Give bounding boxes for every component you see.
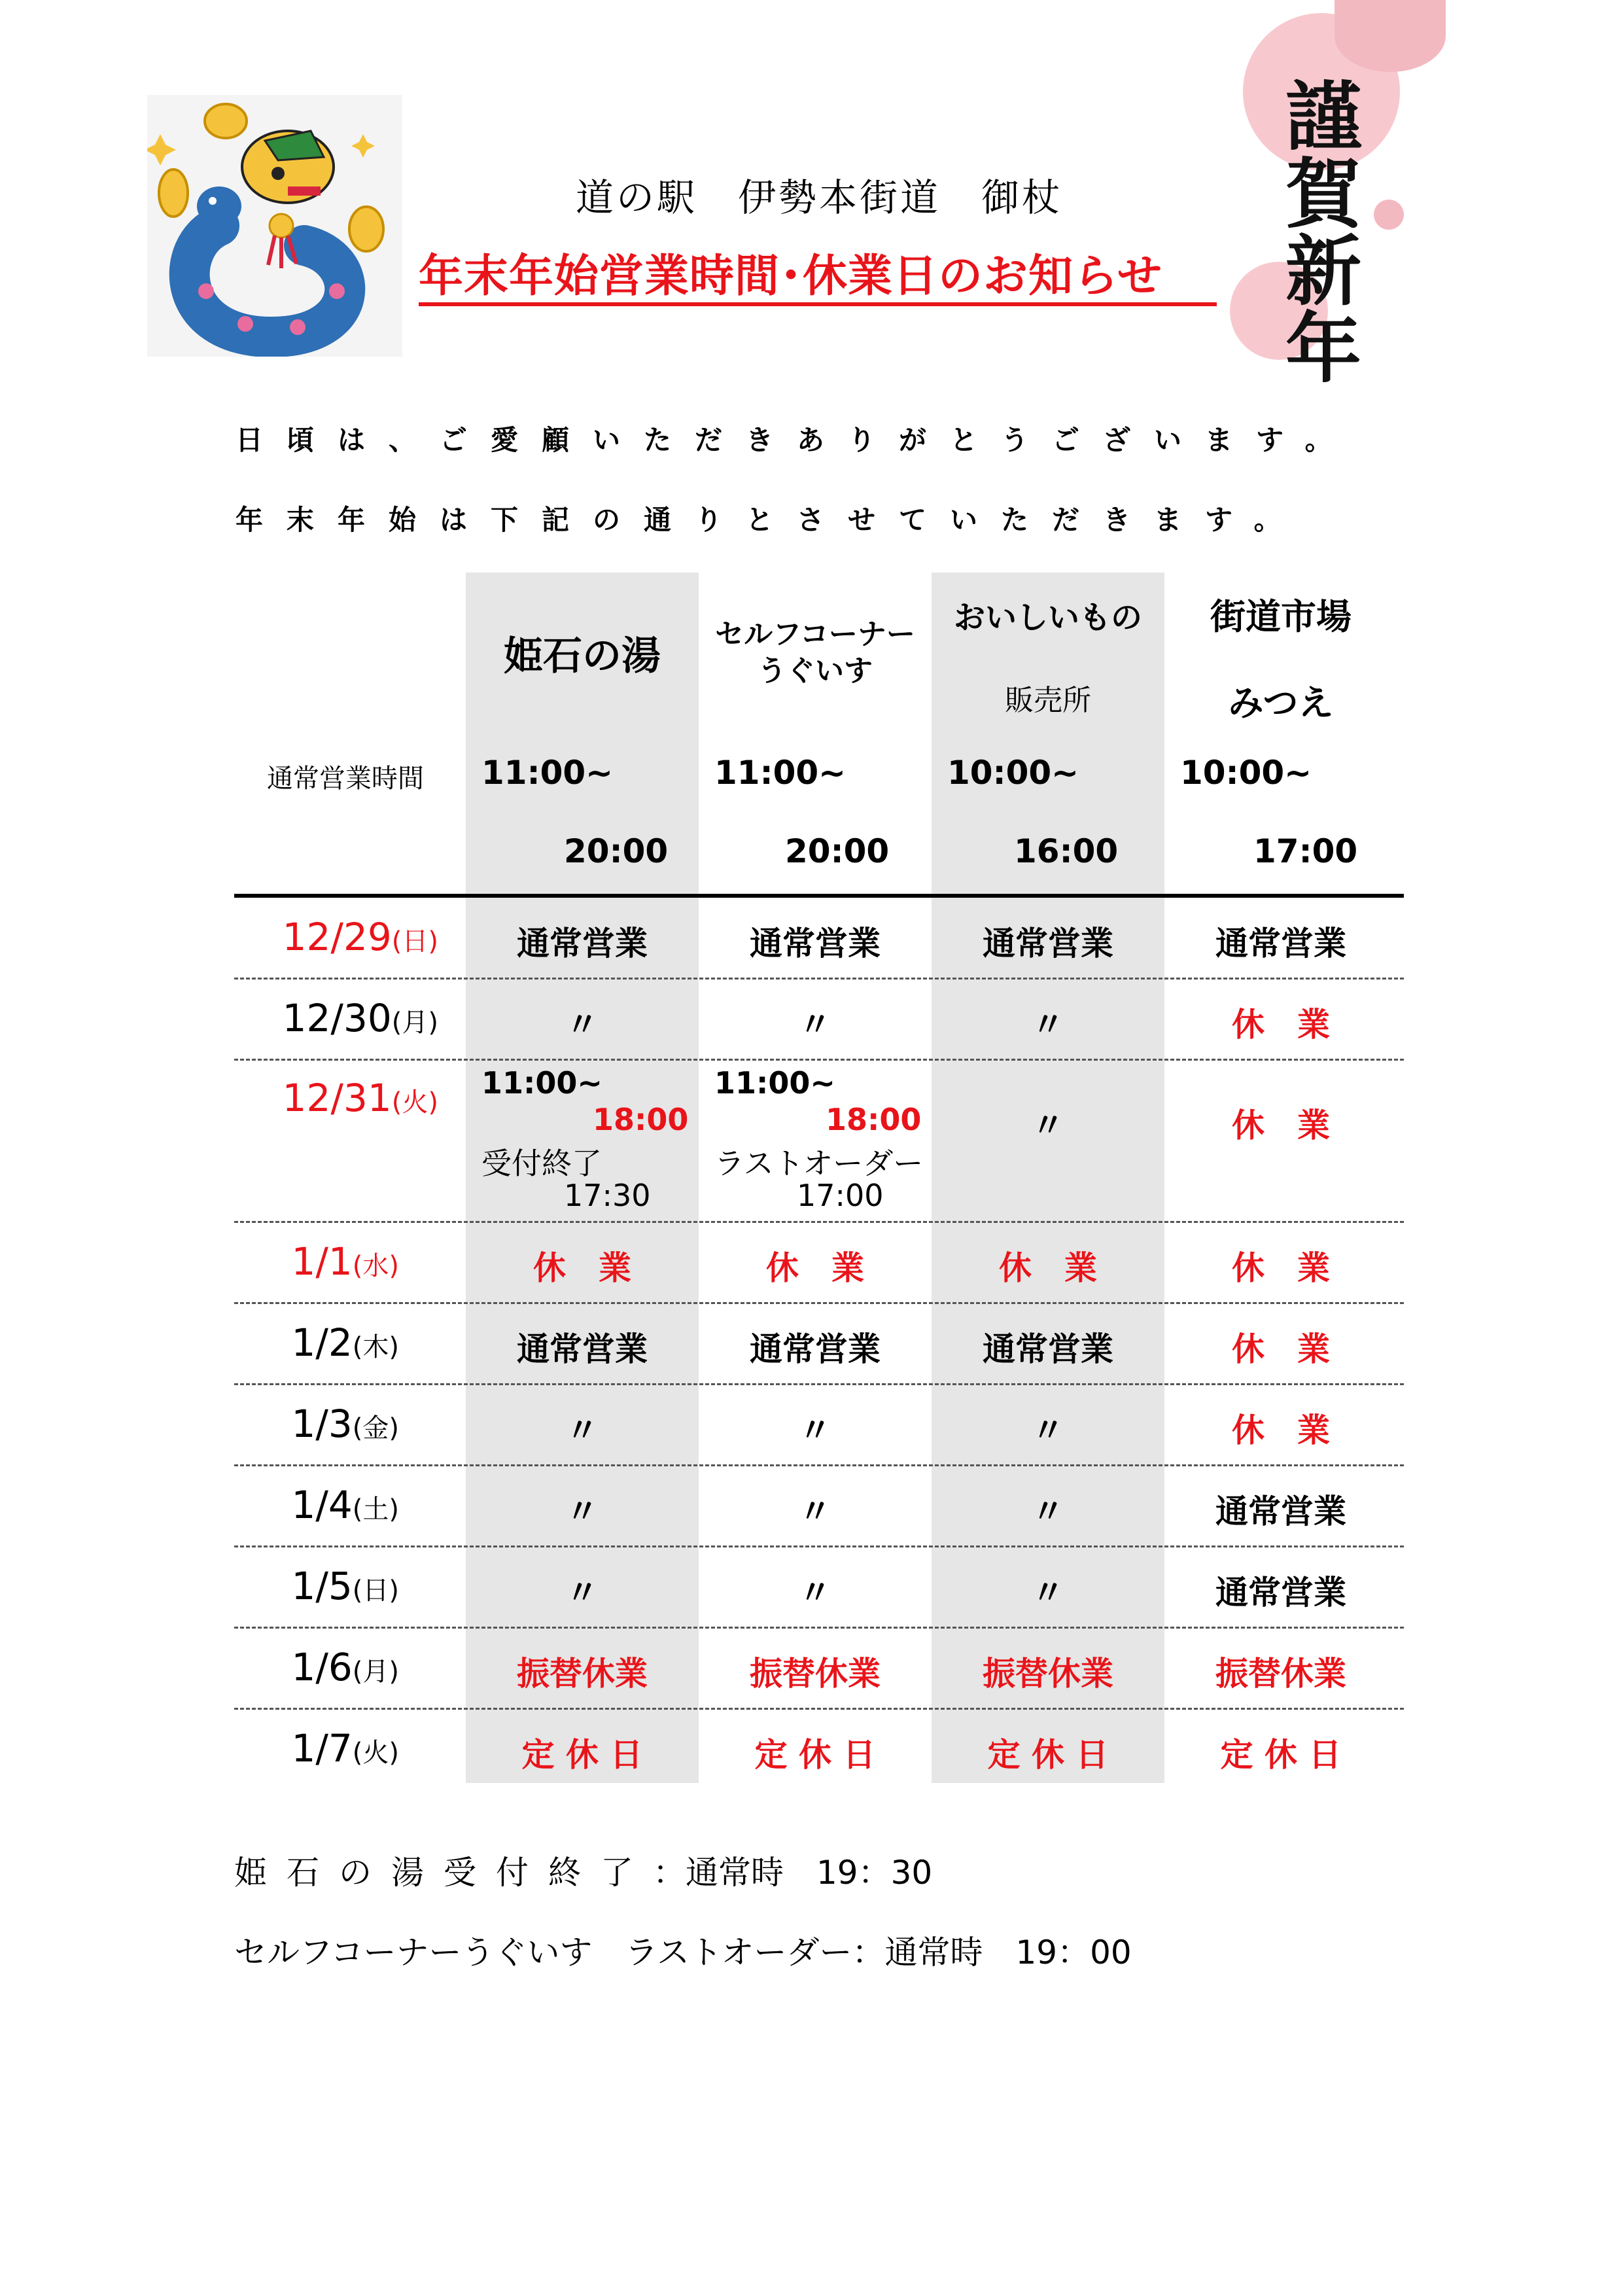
- cell-status: 通常営業: [983, 925, 1113, 963]
- row-date: 1/4(土): [291, 1483, 399, 1527]
- cell-status: 〃: [799, 1006, 831, 1044]
- cell-status: 通常営業: [1215, 925, 1346, 963]
- cell-status: 〃: [1032, 1106, 1064, 1144]
- cell-status: 振替休業: [750, 1655, 881, 1693]
- cell-note: 受付終了: [481, 1146, 602, 1181]
- cell-status: 定 休 日: [521, 1736, 643, 1774]
- row-date: 12/30(月): [282, 996, 438, 1040]
- table-header-rule: [234, 894, 1404, 898]
- cell-status: 定 休 日: [987, 1736, 1109, 1774]
- cell-status: 休 業: [1232, 1106, 1330, 1144]
- hours-open-self-corner: 11:00~: [714, 754, 846, 792]
- cell-open: 11:00~: [714, 1065, 835, 1101]
- row-separator: [234, 1059, 1404, 1061]
- column-header-oishii: おいしいもの 販売所: [953, 599, 1142, 717]
- row-separator: [234, 1627, 1404, 1629]
- cell-status: 〃: [799, 1574, 831, 1612]
- cell-status: 通常営業: [1215, 1492, 1346, 1530]
- row-separator: [234, 1383, 1404, 1385]
- cell-note-time: 17:30: [564, 1178, 651, 1213]
- column-header-self-corner: セルフコーナー うぐいす: [715, 618, 915, 688]
- cell-status: 〃: [566, 1492, 599, 1530]
- cell-status: 通常営業: [1215, 1574, 1346, 1612]
- decor-circle-top: [1335, 0, 1446, 72]
- greeting-line-1: 日頃は、ご愛顧いただきありがとうございます。: [236, 424, 1356, 456]
- cell-status: 〃: [1032, 1574, 1064, 1612]
- row-date: 1/5(日): [291, 1564, 399, 1608]
- row-date: 12/29(日): [282, 915, 438, 959]
- cell-status: 振替休業: [1215, 1655, 1346, 1693]
- hours-open-oishii: 10:00~: [947, 754, 1079, 792]
- row-date: 1/3(金): [291, 1402, 399, 1446]
- station-name: 道の駅 伊勢本街道 御杖: [576, 175, 1063, 220]
- row-separator: [234, 1302, 1404, 1304]
- cell-status: 休 業: [1232, 1411, 1330, 1449]
- new-year-greeting: 謹 賀 新 年: [1285, 73, 1361, 393]
- row-date: 1/6(月): [291, 1645, 399, 1689]
- row-separator: [234, 1221, 1404, 1223]
- cell-open: 11:00~: [481, 1065, 602, 1101]
- cell-status: 休 業: [999, 1249, 1097, 1287]
- footer-value: ：通常時 19：00: [852, 1934, 1132, 1971]
- cell-status: 〃: [566, 1006, 599, 1044]
- cell-status: 〃: [1032, 1411, 1064, 1449]
- notice-title: 年末年始営業時間･休業日のお知らせ: [419, 251, 1162, 302]
- footer-label: 姫石の湯受付終了: [234, 1854, 653, 1892]
- cell-status: 〃: [799, 1492, 831, 1530]
- title-underline: [419, 302, 1217, 306]
- cell-note: ラストオーダー: [714, 1146, 924, 1181]
- cell-status: 通常営業: [750, 1330, 881, 1368]
- cell-note-time: 17:00: [797, 1178, 884, 1213]
- cell-status: 通常営業: [517, 1330, 648, 1368]
- footer-label: セルフコーナーうぐいす ラストオーダー: [234, 1934, 852, 1971]
- cell-status: 通常営業: [750, 925, 881, 963]
- greeting-line-2: 年末年始は下記の通りとさせていただきます。: [236, 504, 1305, 536]
- cell-status: 〃: [1032, 1006, 1064, 1044]
- cell-status: 休 業: [1232, 1006, 1330, 1044]
- cell-close: 18:00: [826, 1102, 922, 1137]
- row-date: 1/1(水): [291, 1239, 399, 1284]
- hours-close-himeishi: 20:00: [564, 832, 669, 870]
- row-separator: [234, 1708, 1404, 1710]
- hours-open-himeishi: 11:00~: [481, 754, 614, 792]
- row-separator: [234, 1464, 1404, 1466]
- cell-status: 休 業: [533, 1249, 631, 1287]
- cell-status: 休 業: [766, 1249, 864, 1287]
- hours-close-self-corner: 20:00: [785, 832, 890, 870]
- cell-status: 定 休 日: [1220, 1736, 1342, 1774]
- decor-circle-mid: [1374, 200, 1404, 230]
- cell-status: 通常営業: [983, 1330, 1113, 1368]
- hours-open-kaido: 10:00~: [1180, 754, 1312, 792]
- cell-status: 〃: [1032, 1492, 1064, 1530]
- cell-status: 通常営業: [517, 925, 648, 963]
- row-date: 1/7(火): [291, 1726, 399, 1771]
- cell-status: 〃: [566, 1411, 599, 1449]
- row-separator: [234, 1545, 1404, 1547]
- cell-status: 振替休業: [517, 1655, 648, 1693]
- cell-status: 〃: [799, 1411, 831, 1449]
- footer-note-self-corner: [234, 1926, 1132, 1973]
- cell-status: 〃: [566, 1574, 599, 1612]
- column-header-himeishi: 姫石の湯: [504, 633, 661, 679]
- cell-status: 定 休 日: [754, 1736, 876, 1774]
- cell-status: 休 業: [1232, 1330, 1330, 1368]
- footer-note-himeishi: [234, 1846, 932, 1894]
- normal-hours-label: 通常営業時間: [267, 764, 424, 794]
- footer-value: ：通常時 19：30: [653, 1854, 933, 1892]
- cell-status: 休 業: [1232, 1249, 1330, 1287]
- row-date: 12/31(火): [282, 1076, 438, 1120]
- hours-close-oishii: 16:00: [1014, 832, 1119, 870]
- row-date: 1/2(木): [291, 1320, 399, 1365]
- cell-status: 振替休業: [983, 1655, 1113, 1693]
- cell-close: 18:00: [593, 1102, 689, 1137]
- snake-illustration: [147, 95, 402, 357]
- hours-close-kaido: 17:00: [1253, 832, 1358, 870]
- column-header-kaido: 街道市場 みつえ: [1210, 596, 1352, 724]
- row-separator: [234, 978, 1404, 980]
